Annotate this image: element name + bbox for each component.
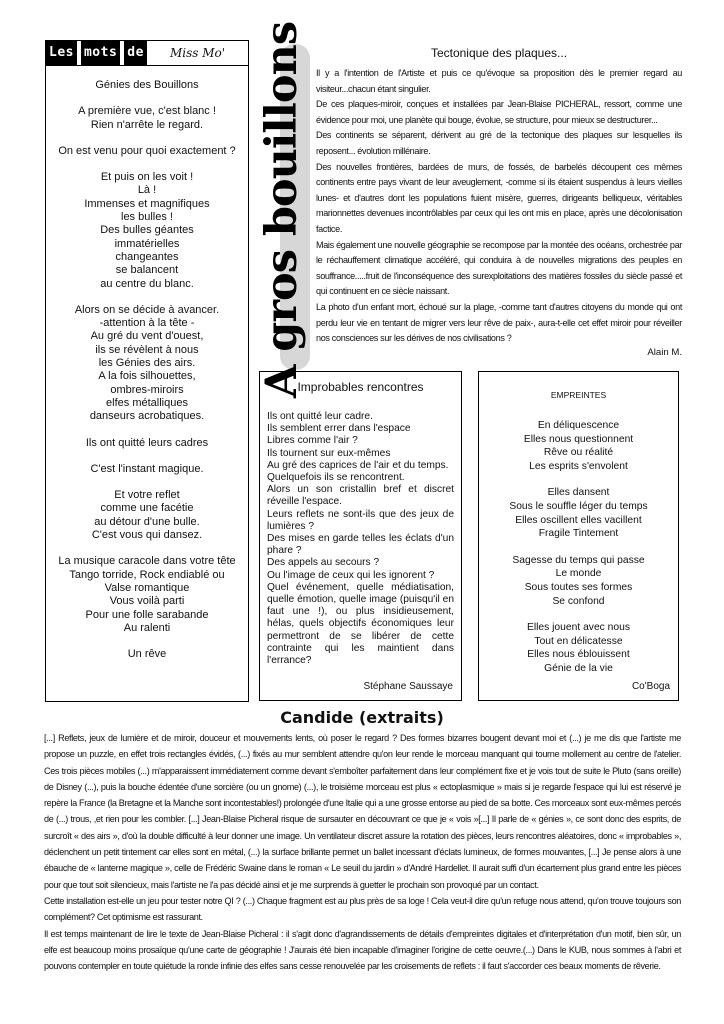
improbables-line: Ils ont quitté leur cadre. (267, 411, 373, 422)
empreintes-line: Rêve ou réalité (543, 447, 614, 459)
left-poem-line: comme une facétie (100, 502, 194, 515)
improbables-box (259, 371, 462, 701)
left-poem-line: immatérielles (114, 237, 180, 250)
tectonique-article (316, 46, 682, 358)
tectonique-paragraph: Mais également une nouvelle géographie se recompose par la montée des océans, orchestrée par le réchauffement climatique accéléré, qui conduira à de nouvelles migrations des peuples en souffrance.....fruit de l'inconséquence des surexploitations des matières fossiles du siècle passé et qui continuent en ce siècle naissant. (316, 239, 682, 297)
left-poem-line: La musique caracole dans votre tête (58, 555, 236, 568)
improbables-line: Quelquefois ils se rencontrent. (267, 472, 405, 484)
improbables-title: Improbables rencontres (297, 380, 424, 394)
improbables-line: Quel événement, quelle médiatisation, quelle émotion, quelle image (puisqu'il en faut une !), ou plus insidieusement, hélas, quels objectifs économiques leur permettront de se libérer de cette contrainte qui les maintient dans l'errance? (267, 581, 454, 667)
left-poem-line: Tango torride, Rock endiablé ou (69, 568, 225, 581)
left-poem-line: changeantes (115, 250, 179, 263)
left-poem-stanza (52, 437, 242, 450)
header-word-mots: mots (81, 41, 120, 65)
left-poem-line: Immenses et magnifiques (84, 197, 210, 210)
empreintes-line: Sous toutes ses formes (524, 581, 633, 593)
improbables-line: Des appels au secours ? (267, 557, 380, 569)
empreintes-line: Fragile Tintement (538, 528, 619, 540)
left-poem-line: au détour d'une bulle. (94, 515, 200, 528)
vertical-title: A gros bouillons (257, 21, 307, 399)
empreintes-line: Le monde (555, 568, 602, 580)
left-poem-line: Là ! (137, 184, 157, 197)
tectonique-paragraph: Il y a l'intention de l'Artiste et puis ce qu'évoque sa proposition dès le premier regard au visiteur...chacun étant singulier. (316, 68, 682, 94)
left-poem-stanza (52, 648, 242, 661)
left-poem-box (45, 40, 249, 702)
empreintes-line: Sagesse du temps qui passe (512, 554, 645, 566)
left-poem-line: Génies des Bouillons (95, 79, 199, 91)
tectonique-title: Tectonique des plaques... (430, 46, 568, 60)
improbables-body (267, 411, 454, 667)
left-poem-line: ombres-miroirs (110, 383, 184, 396)
empreintes-line: Elles dansent (547, 487, 610, 499)
improbables-line: Au gré des caprices de l'air et du temps. (267, 459, 449, 471)
left-poem-line: Un rêve (127, 648, 167, 661)
left-poem-stanza (52, 489, 242, 542)
left-poem-line: Au ralenti (123, 621, 171, 634)
header-word-de: de (124, 41, 147, 65)
empreintes-line: Elles nous éblouissent (527, 649, 630, 661)
left-poem-line: -attention à la tête - (99, 317, 195, 330)
empreintes-line: Se confond (552, 595, 605, 607)
empreintes-stanza (485, 621, 672, 675)
left-poem-line: Des bulles géantes (100, 224, 194, 237)
candide-paragraph: [...] Reflets, jeux de lumière et de miroir, douceur et mouvements lents, où poser le regard ? Des formes bizarres bougent devant moi et (...) je me dis que l'artiste me propose un puzzle, en effet trois rectangles évidés, (...) fixés au mur semblent attendre qu'on leur rende le morceau manquant qui tourne mollement au centre de l'atelier. Ces trois pièces mobiles (...) m'apparaissent immédiatement comme devant s'emboîter parfaitement dans leur complément fixe et je vois tout de suite le Pluto (sans oreille) de Disney (...), puis la bouche édentée d'une sorcière (ou un gnome) (...), le troisième morceau est plus « ectoplasmique » mais si je regarde l'espace qui lui est réservé je repère la France (la Bretagne et la Manche sont incontestables!) prolongée d'une Italie qui a une grosse entorse au pied de sa botte. Ces morceaux sont eux-mêmes percés de (...) trous, ,et rien pour les combler. [...] Jean-Blaise Picheral risque de sursauter en découvrant ce que je « vois »[...] Il parle de « génies », ce sont donc des esprits, de surcroît « des airs », d'où la double difficulté à leur donner une image. Un ventilateur discret assure la rotation des pièces, leurs rencontres aléatoires, donc « improbables », déclenchent un petit tintement car elles sont en métal, (...) la surface brillante permet un ballet incessant d'éclats lumineux, de formes mouvantes, [...] Je pense alors à une ébauche de « lanterne magique », celle de Frédéric Swaine dans le roman « Le seuil du jardin » d'André Hardellet. Il aurait suffi d'un écartement plus grand entre les pièces pour que tout soit silencieux, mais l'artiste ne l'a pas décidé ainsi et je me surprends à guetter le prochain son provoqué par un contact. (44, 733, 681, 890)
empreintes-line: Génie de la vie (544, 662, 613, 674)
candide-paragraph: Cette installation est-elle un jeu pour tester notre QI ? (...) Chaque fragment est au plus près de sa loge ! Cela veut-il dire qu'un refuge nous attend, qu'on trouve toujours son complément? Cet optimisme est rassurant. (44, 895, 681, 923)
improbables-line: Alors un son cristallin bref et discret réveille l'espace. (267, 484, 454, 508)
left-poem-line: Valse romantique (104, 581, 190, 594)
empreintes-signature: Co'Boga (631, 681, 670, 692)
improbables-line: Libres comme l'air ? (267, 435, 358, 447)
left-poem-line: les Génies des airs. (98, 357, 196, 370)
left-poem-line: Alors on se décide à avancer. (74, 303, 220, 316)
header-author: Miss Mo' (147, 41, 248, 65)
tectonique-paragraph: Des nouvelles frontières, bardées de murs, de fossés, de barbelés découpent ces mêmes continents entre pays vivant de leur aveuglement, -comme si ils étaient suspendus à leurs vieilles lunes- et d'autres dont les populations fuient misère, guerres, dirigeants belliqueux, véritables marionnettes devenues incontrôlables par ceux qui les ont mis en place, après une décolonisation factice. (316, 161, 682, 234)
left-poem-line: C'est vous qui dansez. (91, 529, 203, 542)
left-poem-line: elfes métalliques (106, 396, 188, 409)
tectonique-paragraph: Des continents se séparent, dérivent au gré de la tectonique des plaques sur lesquelles ils reposent... évolution millénaire. (316, 130, 682, 156)
vertical-title-block (252, 21, 312, 399)
tectonique-signature: Alain M. (647, 346, 682, 358)
left-poem-line: les bulles ! (121, 211, 173, 224)
empreintes-line: Sous le souffle léger du temps (509, 500, 648, 512)
left-poem-line: Ils ont quitté leurs cadres (85, 436, 209, 449)
tectonique-paragraph: La photo d'un enfant mort, échoué sur la plage, -comme tant d'autres citoyens du monde qui ont perdu leur vie en tentant de migrer vers leur rêve de paix-, aura-t-elle cet effet miroir pour réveiller nos consciences sur les dérives de nos civilisations ? (316, 301, 682, 344)
left-poem-line: Et puis on les voit ! (100, 171, 194, 184)
empreintes-line: En déliquescence (537, 420, 620, 431)
left-poem-stanza (52, 555, 242, 635)
improbables-signature: Stéphane Saussaye (363, 681, 453, 692)
candide-title: Candide (extraits) (280, 708, 444, 727)
empreintes-line: Tout en délicatesse (534, 635, 623, 647)
left-poem-body (52, 79, 242, 674)
tectonique-paragraph: De ces plaques-miroir, conçues et installées par Jean-Blaise PICHERAL, ressort, comme une évidence pour moi, une planète qui bouge, évolue, se structure, pour mieux se destructurer... (316, 99, 682, 125)
left-poem-stanza (52, 145, 242, 158)
left-poem-line: Vous voilà parti (109, 595, 185, 608)
improbables-line: Ils semblent errer dans l'espace (267, 423, 411, 435)
left-poem-stanza (52, 79, 242, 92)
left-poem-line: On est venu pour quoi exactement ? (58, 144, 236, 157)
empreintes-line: Elles oscillent elles vacillent (515, 514, 642, 526)
left-poem-stanza (52, 463, 242, 476)
empreintes-stanza (485, 554, 672, 608)
empreintes-box (478, 371, 679, 701)
left-poem-line: Et votre reflet (114, 489, 180, 502)
empreintes-line: Elles nous questionnent (523, 433, 634, 445)
improbables-line: Leurs reflets ne sont-ils que des jeux de lumières ? (267, 508, 454, 532)
improbables-line: Des mises en garde telles les éclats d'un phare ? (267, 533, 454, 557)
left-poem-line: se balancent (115, 264, 179, 277)
left-poem-stanza (52, 171, 242, 291)
tectonique-body (316, 66, 682, 347)
header-word-les: Les (46, 41, 77, 65)
left-poem-line: A la fois silhouettes, (98, 370, 196, 383)
empreintes-stanza (485, 419, 672, 473)
empreintes-title: EMPREINTES (550, 390, 607, 400)
column-header (46, 41, 248, 66)
left-poem-line: A première vue, c'est blanc ! (78, 105, 216, 118)
empreintes-stanza (485, 486, 672, 540)
left-poem-line: au centre du blanc. (100, 277, 194, 290)
left-poem-stanza (52, 105, 242, 132)
left-poem-stanza (52, 304, 242, 424)
candide-body (44, 730, 681, 974)
improbables-line: Ils tournent sur eux-mêmes (267, 447, 391, 459)
empreintes-body (485, 419, 672, 676)
left-poem-line: Pour une folle sarabande (85, 608, 209, 621)
empreintes-line: Les esprits s'envolent (529, 460, 628, 472)
improbables-line: Ou l'image de ceux qui les ignorent ? (267, 569, 435, 581)
empreintes-line: Elles jouent avec nous (526, 622, 631, 634)
left-poem-line: danseurs acrobatiques. (89, 410, 205, 423)
candide-paragraph: Il est temps maintenant de lire le texte de Jean-Blaise Picheral : il s'agit donc d'agrandissements de détails d'empreintes digitales et d'interprétation d'un motif, bien sûr, un elfe est beaucoup moins prosaïque qu'une carte de géographie ! J'aurais été bien incapable d'imaginer l'origine de cette oeuvre.(...) Dans le KUB, nous sommes à l'abri et pouvons contempler en toute quiétude la ronde infinie des elfes sans cesse renouvelée par les croisements de reflets : il faut s'accorder ces beaux moments de rêverie. (44, 928, 681, 972)
left-poem-line: Rien n'arrête le regard. (90, 118, 204, 131)
left-poem-line: ils se révèlent à nous (95, 343, 199, 356)
left-poem-line: Au gré du vent d'ouest, (90, 330, 204, 343)
left-poem-line: C'est l'instant magique. (90, 462, 204, 475)
